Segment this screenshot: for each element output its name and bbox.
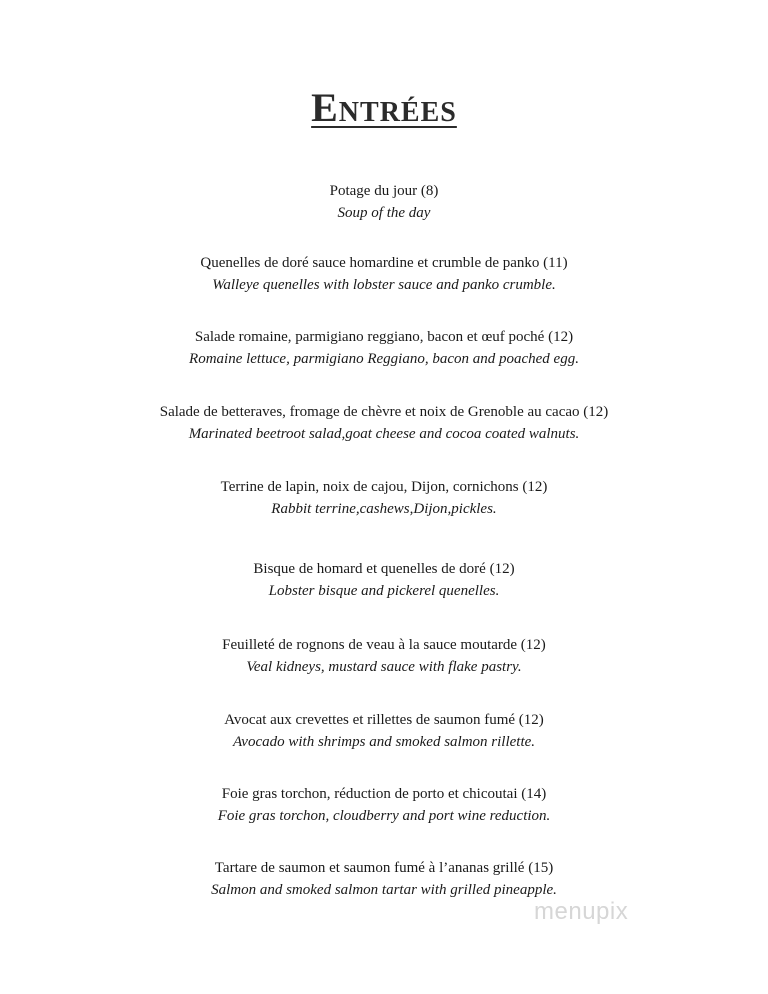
item-name-en: Salmon and smoked salmon tartar with grilled pineapple. <box>211 882 557 898</box>
item-name-en: Veal kidneys, mustard sauce with flake pastry. <box>246 659 522 675</box>
watermark-logo: menupix <box>534 898 629 925</box>
item-name-fr: Bisque de homard et quenelles de doré (12) <box>253 561 515 577</box>
menu-item <box>0 252 768 296</box>
menu-item <box>0 476 768 520</box>
item-name-en: Lobster bisque and pickerel quenelles. <box>268 583 500 599</box>
menu-item <box>0 401 768 445</box>
item-name-fr: Tartare de saumon et saumon fumé à l’ananas grillé (15) <box>214 860 554 876</box>
item-name-fr: Foie gras torchon, réduction de porto et chicoutai (14) <box>221 786 547 802</box>
item-name-en: Soup of the day <box>337 205 431 221</box>
item-name-en: Marinated beetroot salad,goat cheese and cocoa coated walnuts. <box>188 426 580 442</box>
menu-item <box>0 180 768 224</box>
menu-item <box>0 783 768 827</box>
menu-item <box>0 709 768 753</box>
item-name-en: Avocado with shrimps and smoked salmon rillette. <box>232 734 536 750</box>
menu-item <box>0 326 768 370</box>
item-name-fr: Salade de betteraves, fromage de chèvre et noix de Grenoble au cacao (12) <box>159 404 609 420</box>
item-name-en: Romaine lettuce, parmigiano Reggiano, bacon and poached egg. <box>189 351 579 367</box>
item-name-fr: Salade romaine, parmigiano reggiano, bacon et œuf poché (12) <box>194 329 574 345</box>
item-name-fr: Quenelles de doré sauce homardine et crumble de panko (11) <box>200 255 568 271</box>
menu-item <box>0 857 768 901</box>
item-name-fr: Potage du jour (8) <box>329 183 439 199</box>
page-title: Entrées <box>311 85 457 130</box>
item-name-fr: Terrine de lapin, noix de cajou, Dijon, cornichons (12) <box>220 479 548 495</box>
item-name-fr: Avocat aux crevettes et rillettes de saumon fumé (12) <box>224 712 544 728</box>
item-name-en: Walleye quenelles with lobster sauce and panko crumble. <box>212 277 556 293</box>
item-name-fr: Feuilleté de rognons de veau à la sauce moutarde (12) <box>222 637 546 653</box>
menu-item <box>0 558 768 602</box>
menu-item <box>0 634 768 678</box>
item-name-en: Rabbit terrine,cashews,Dijon,pickles. <box>271 501 497 517</box>
item-name-en: Foie gras torchon, cloudberry and port wine reduction. <box>217 808 551 824</box>
